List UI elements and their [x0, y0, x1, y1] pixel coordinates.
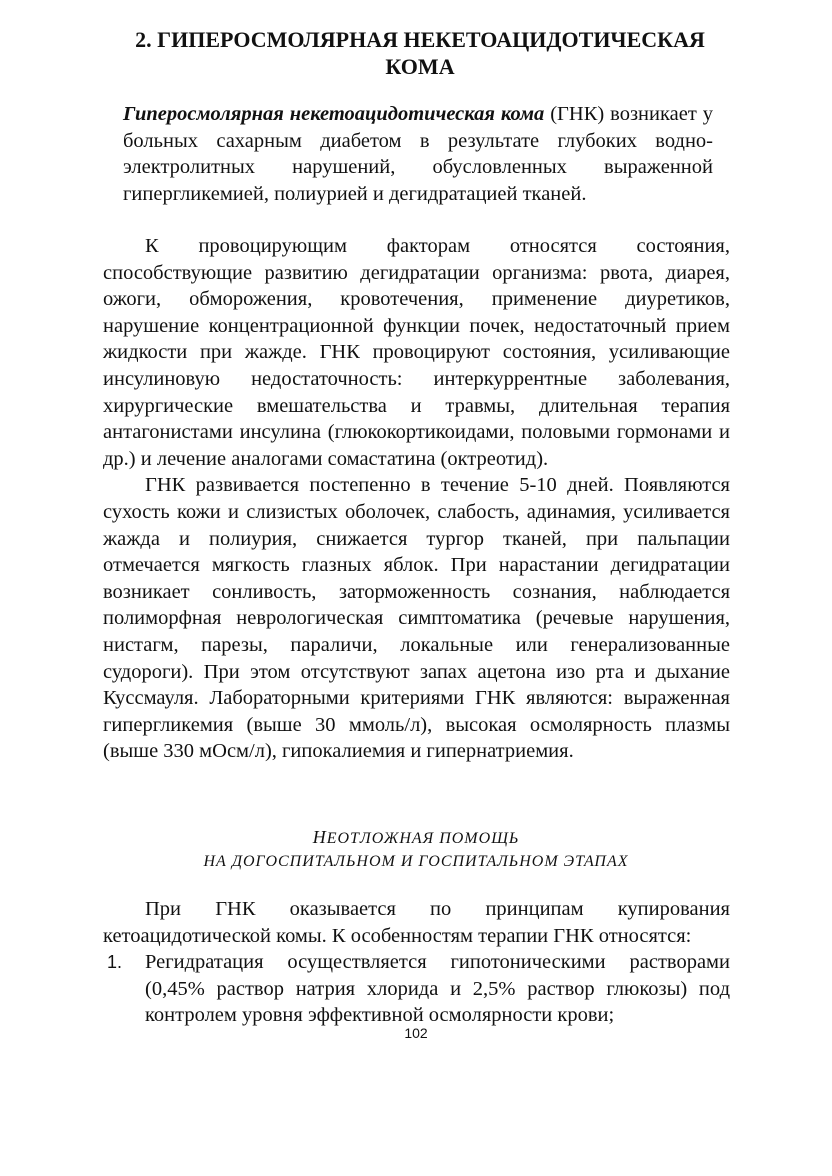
list-item-number: 1.: [107, 952, 123, 972]
section-heading-line-1: 2. ГИПЕРОСМОЛЯРНАЯ НЕКЕТОАЦИДОТИЧЕСКАЯ: [135, 27, 705, 52]
intro-term: Гиперосмолярная некетоацидотическая кома: [123, 103, 545, 125]
paragraph-therapy: При ГНК оказывается по принципам купирования кетоацидотической комы. К особенностям терапии ГНК относятся:: [103, 898, 730, 947]
paragraph-provoking-factors: К провоцирующим факторам относятся состояния, способствующие развитию дегидратации организма: рвота, диарея, ожоги, обморожения, кровотечения, применение диуретиков, нарушение концентрационной функции почек, недостаточный прием жидкости при жажде. ГНК провоцируют состояния, усиливающие инсулиновую недостаточность: интеркуррентные заболевания, хирургические вмешательства и травмы, длительная терапия антагонистами инсулина (глюкокортикоидами, половыми гормонами и др.) и лечение аналогами сомастатина (октреотид).: [103, 235, 730, 470]
intro-paragraph: [123, 101, 713, 207]
intro-text: (ГНК) возникает у больных сахарным диабетом в результате глубоких водно-электролитных нарушений, обусловленных выраженной гипергликемией, полиурией и дегидратацией тканей.: [123, 103, 713, 205]
subheading-line-1-rest: ЕОТЛОЖНАЯ ПОМОЩЬ: [326, 830, 520, 847]
section-heading-line-2: КОМА: [385, 54, 455, 79]
therapy-paragraph-block: [103, 896, 730, 949]
section-heading: [80, 26, 760, 80]
subheading-line-1: [100, 826, 732, 850]
list-item-text: Регидратация осуществляется гипотоническими растворами (0,45% раствор натрия хлорида и 2,5% раствор глюкозы) под контролем уровня эффективной осмолярности крови;: [145, 951, 730, 1027]
page-number: 102: [404, 1025, 428, 1041]
body-paragraphs: [103, 233, 730, 765]
list-item: [103, 949, 730, 1029]
subheading-line-2: НА ДОГОСПИТАЛЬНОМ И ГОСПИТАЛЬНОМ ЭТАПАХ: [203, 853, 629, 870]
emergency-care-subheading: [100, 826, 732, 873]
paragraph-clinical-picture: ГНК развивается постепенно в течение 5-10 дней. Появляются сухость кожи и слизистых оболочек, слабость, адинамия, усиливается жажда и полиурия, снижается тургор тканей, при пальпации отмечается мягкость глазных яблок. При нарастании дегидратации возникает сонливость, заторможенность сознания, наблюдается полиморфная неврологическая симптоматика (речевые нарушения, нистагм, парезы, параличи, локальные или генерализованные судороги). При этом отсутствуют запах ацетона изо рта и дыхание Куссмауля. Лабораторными критериями ГНК являются: выраженная гипергликемия (выше 30 ммоль/л), высокая осмолярность плазмы (выше 330 мОсм/л), гипокалиемия и гипернатриемия.: [103, 474, 730, 763]
subheading-initial: Н: [312, 827, 327, 847]
